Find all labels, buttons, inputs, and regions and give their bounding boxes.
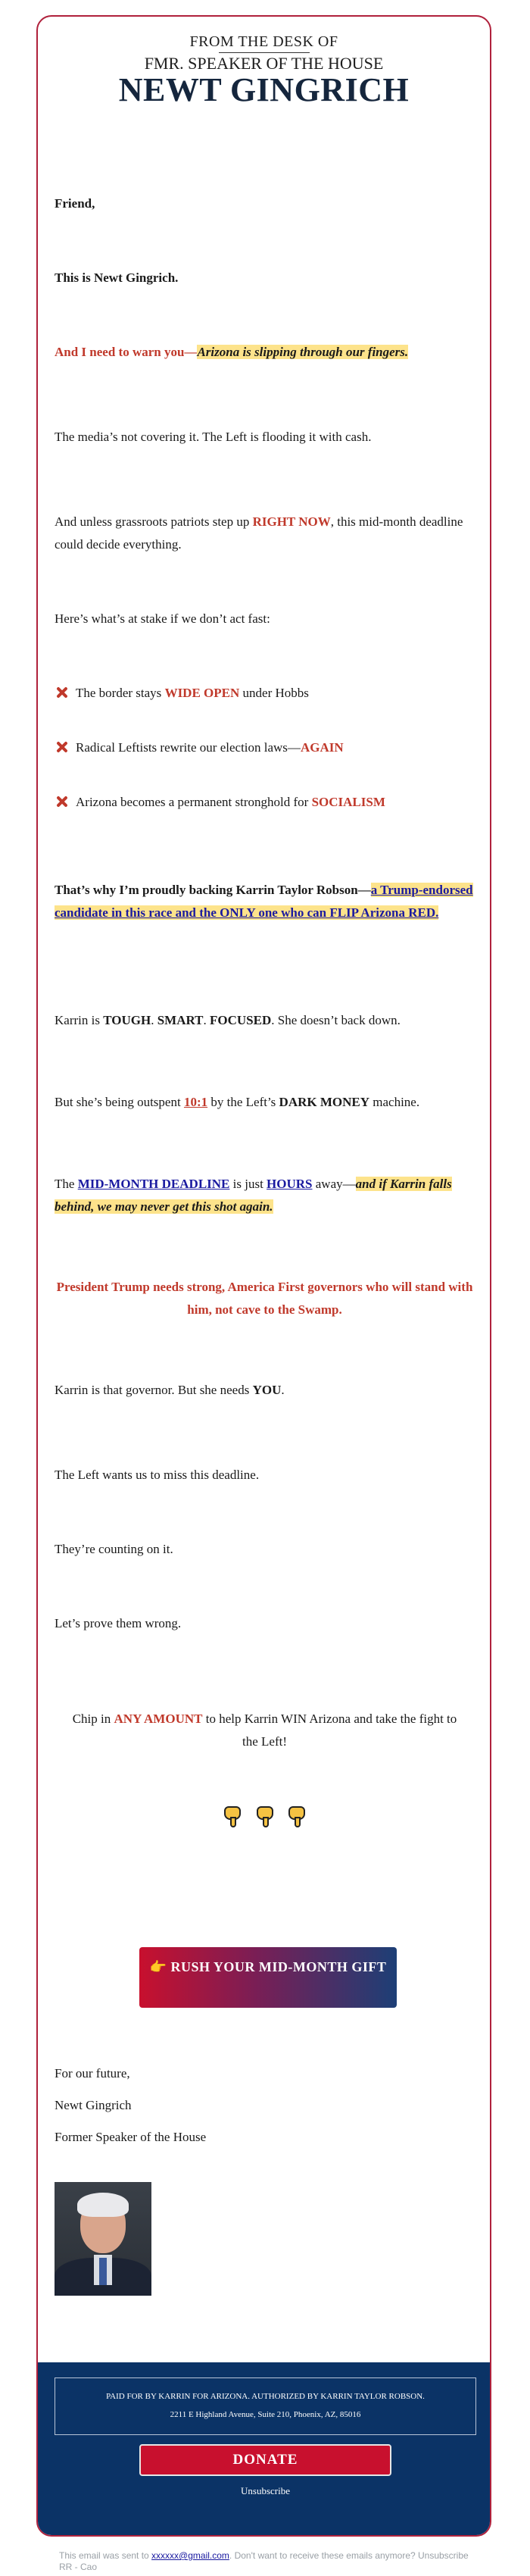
donate-button[interactable]: DONATE: [139, 2444, 391, 2476]
stake-item-text: Radical Leftists rewrite our election laws—: [76, 740, 301, 755]
media-line: The media’s not covering it. The Left is flooding it with cash.: [55, 430, 372, 444]
stake-item-text-end: under Hobbs: [239, 686, 309, 700]
rush-gift-label: RUSH YOUR MID-MONTH GIFT: [170, 1959, 387, 1974]
karrin-qualities: Karrin is TOUGH. SMART. FOCUSED. She doesn’t back down.: [55, 1013, 401, 1027]
outspent-line: [55, 1091, 475, 1114]
outspent-text-c: machine.: [369, 1095, 420, 1109]
email-card: [36, 15, 491, 2537]
disclaimer-rest: . Don't want to receive these emails anymore? Unsubscribe: [229, 2550, 469, 2561]
chip-in-line: [55, 1708, 475, 1753]
hours-link[interactable]: HOURS: [267, 1177, 313, 1191]
intro-line: This is Newt Gingrich.: [55, 270, 179, 285]
focused-word: FOCUSED: [210, 1013, 272, 1027]
sign-off-title: Former Speaker of the House: [55, 2130, 207, 2144]
header-from-desk: FROM THE DESK OF: [189, 33, 338, 50]
paid-for-box: [55, 2377, 476, 2435]
unless-paragraph: [55, 511, 475, 556]
any-amount-emphasis: ANY AMOUNT: [114, 1712, 203, 1726]
greeting: Friend,: [55, 196, 95, 211]
you-word: YOU: [252, 1383, 282, 1397]
stake-item-text: Arizona becomes a permanent stronghold for: [76, 795, 312, 809]
sent-to-text: This email was sent to: [59, 2550, 152, 2561]
karrin-text-a: Karrin is: [55, 1013, 104, 1027]
outspent-text-a: But she’s being outspent: [55, 1095, 184, 1109]
stake-item-emphasis: AGAIN: [300, 740, 344, 755]
pointing-down-hand-icon: [254, 1799, 276, 1827]
outspent-ratio: 10:1: [183, 1095, 208, 1109]
outspent-text-b: by the Left’s: [207, 1095, 279, 1109]
cross-mark-icon: [55, 794, 70, 809]
paid-for-text: PAID FOR BY KARRIN FOR ARIZONA. AUTHORIZED BY KARRIN TAYLOR ROBSON.: [106, 2392, 425, 2401]
prove-line: Let’s prove them wrong.: [55, 1616, 182, 1630]
dark-money-word: DARK MONEY: [279, 1095, 370, 1109]
left-wants-line: The Left wants us to miss this deadline.: [55, 1468, 260, 1482]
cross-mark-icon: [55, 739, 70, 755]
stake-item-election: [55, 736, 475, 759]
stake-item-text: The border stays: [76, 686, 165, 700]
letterhead: [38, 17, 490, 108]
deadline-text-a: The: [55, 1177, 78, 1191]
footer: [38, 2362, 491, 2537]
deadline-highlight: and if Karrin falls behind, we may never get this shot again.: [55, 1177, 452, 1214]
recipient-email-link[interactable]: xxxxxx@gmail.com: [151, 2550, 229, 2561]
pointing-hands: [55, 1799, 475, 1831]
warning-lead: And I need to warn you—: [55, 345, 198, 359]
governor-text-b: .: [281, 1383, 285, 1397]
trump-needs-text: President Trump needs strong, America First governors who will stand with him, not cave to the Swamp.: [56, 1280, 473, 1317]
trump-needs-line: [55, 1276, 475, 1321]
rush-gift-button[interactable]: [139, 1947, 397, 2008]
tough-word: TOUGH: [103, 1013, 151, 1027]
stake-item-emphasis: SOCIALISM: [311, 795, 385, 809]
chip-text-a: Chip in: [72, 1712, 114, 1726]
header-name: NEWT GINGRICH: [118, 71, 410, 108]
unless-text-a: And unless grassroots patriots step up: [55, 514, 253, 529]
right-now-emphasis: RIGHT NOW: [252, 514, 331, 529]
stake-item-emphasis: WIDE OPEN: [164, 686, 240, 700]
stake-item-socialism: [55, 791, 475, 814]
unsubscribe-link[interactable]: Unsubscribe: [241, 2485, 290, 2496]
trump-endorsed-link[interactable]: a Trump-endorsed candidate in this race and the ONLY one who can FLIP Arizona RED.: [55, 883, 473, 920]
deadline-paragraph: [55, 1173, 475, 1218]
backing-text: That’s why I’m proudly backing Karrin Taylor Robson—: [55, 883, 371, 897]
unless-text-c: , this mid-month deadline could decide everything.: [55, 514, 463, 552]
deadline-text-e: away—: [312, 1177, 356, 1191]
pointing-down-hand-icon: [221, 1799, 244, 1827]
header-rule: [219, 52, 310, 53]
karrin-text-b: . She doesn’t back down.: [271, 1013, 401, 1027]
cross-mark-icon: [55, 685, 70, 700]
newt-gingrich-portrait: [55, 2182, 151, 2296]
stake-item-border: [55, 682, 475, 705]
header-title: FMR. SPEAKER OF THE HOUSE: [144, 54, 384, 73]
deadline-text-c: is just: [229, 1177, 267, 1191]
mid-month-deadline-link[interactable]: MID-MONTH DEADLINE: [77, 1177, 230, 1191]
governor-text-a: Karrin is that governor. But she needs: [55, 1383, 253, 1397]
warning-line: [55, 341, 475, 364]
warning-highlight: Arizona is slipping through our fingers.: [197, 345, 409, 359]
chip-text-b: to help Karrin WIN Arizona and take the fight to the Left!: [202, 1712, 457, 1749]
pointing-right-hand-icon: 👉: [149, 1959, 167, 1974]
pointing-down-hand-icon: [285, 1799, 308, 1827]
sign-off-name: Newt Gingrich: [55, 2098, 132, 2112]
smart-word: SMART: [157, 1013, 204, 1027]
email-disclaimer: [59, 2550, 483, 2573]
governor-line: [55, 1379, 475, 1402]
address-text: 2211 E Highland Avenue, Suite 210, Phoenix, AZ, 85016: [170, 2410, 361, 2419]
stakes-intro: Here’s what’s at stake if we don’t act fast:: [55, 611, 270, 626]
counting-line: They’re counting on it.: [55, 1542, 173, 1556]
tracking-code: RR - Cao: [59, 2562, 98, 2572]
backing-paragraph: [55, 879, 475, 924]
sign-off-future: For our future,: [55, 2066, 130, 2080]
